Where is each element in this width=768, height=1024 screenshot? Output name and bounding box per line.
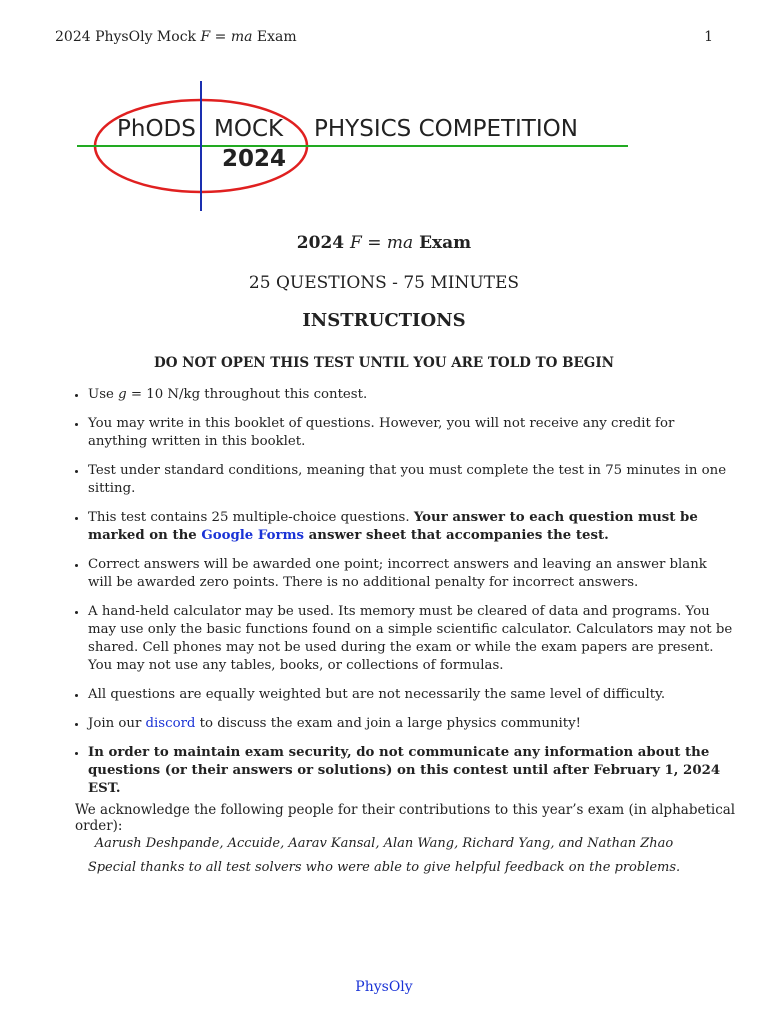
google-forms-link[interactable]: Google Forms — [201, 528, 305, 543]
contributor-names: Aarush Deshpande, Accuide, Aarav Kansal, Alan Wang, Richard Yang, and Nathan Zhao — [94, 836, 674, 851]
instructions-list — [72, 386, 733, 809]
acknowledgment-intro: We acknowledge the following people for their contributions to this year’s exam (in alphabetical order): — [75, 802, 736, 834]
exam-title: 2024 F = ma Exam — [296, 233, 472, 253]
list-item: • Test under standard conditions, meaning that you must complete the test in 75 minutes in one sitting. — [88, 462, 733, 498]
list-item: • Use g = 10 N/kg throughout this contest. — [88, 386, 733, 404]
page-number: 1 — [704, 29, 713, 45]
header-title: 2024 PhysOly Mock F = ma Exam — [55, 29, 297, 45]
list-item: • This test contains 25 multiple-choice questions. Your answer to each question must be marked on the Google Forms answer sheet that accompanies the test. — [88, 509, 733, 545]
list-item: • Correct answers will be awarded one point; incorrect answers and leaving an answer blank will be awarded zero points. There is no additional penalty for incorrect answers. — [88, 556, 733, 592]
list-item: • All questions are equally weighted but are not necessarily the same level of difficulty. — [88, 686, 733, 704]
list-item: • A hand-held calculator may be used. Its memory must be cleared of data and programs. You may use only the basic functions found on a simple scientific calculator. Calculators may not be shared. Cell phones may not be used during the exam or while the exam papers are present. You may not use any tables, books, or collections of formulas. — [88, 603, 733, 675]
discord-link[interactable]: discord — [145, 716, 196, 731]
list-item: • Join our discord to discuss the exam and join a large physics community! — [88, 715, 733, 733]
do-not-open-warning: DO NOT OPEN THIS TEST UNTIL YOU ARE TOLD TO BEGIN — [154, 355, 614, 371]
logo-year: 2024 — [222, 146, 287, 172]
logo-middle-word: MOCK — [214, 116, 284, 142]
competition-logo — [0, 0, 768, 230]
list-item: • You may write in this booklet of questions. However, you will not receive any credit for anything written in this booklet. — [88, 415, 733, 451]
special-thanks: Special thanks to all test solvers who were able to give helpful feedback on the problems. — [87, 860, 681, 875]
list-item: • In order to maintain exam security, do not communicate any information about the questions (or their answers or solutions) on this contest until after February 1, 2024 EST. — [88, 744, 733, 798]
instructions-heading: INSTRUCTIONS — [302, 310, 466, 331]
logo-graphic — [0, 0, 768, 230]
questions-duration: 25 QUESTIONS - 75 MINUTES — [248, 273, 520, 293]
logo-left-word: PhODS — [117, 116, 196, 142]
logo-competition-name: PHYSICS COMPETITION — [314, 116, 578, 142]
footer-physoly-link[interactable]: PhysOly — [355, 979, 413, 995]
